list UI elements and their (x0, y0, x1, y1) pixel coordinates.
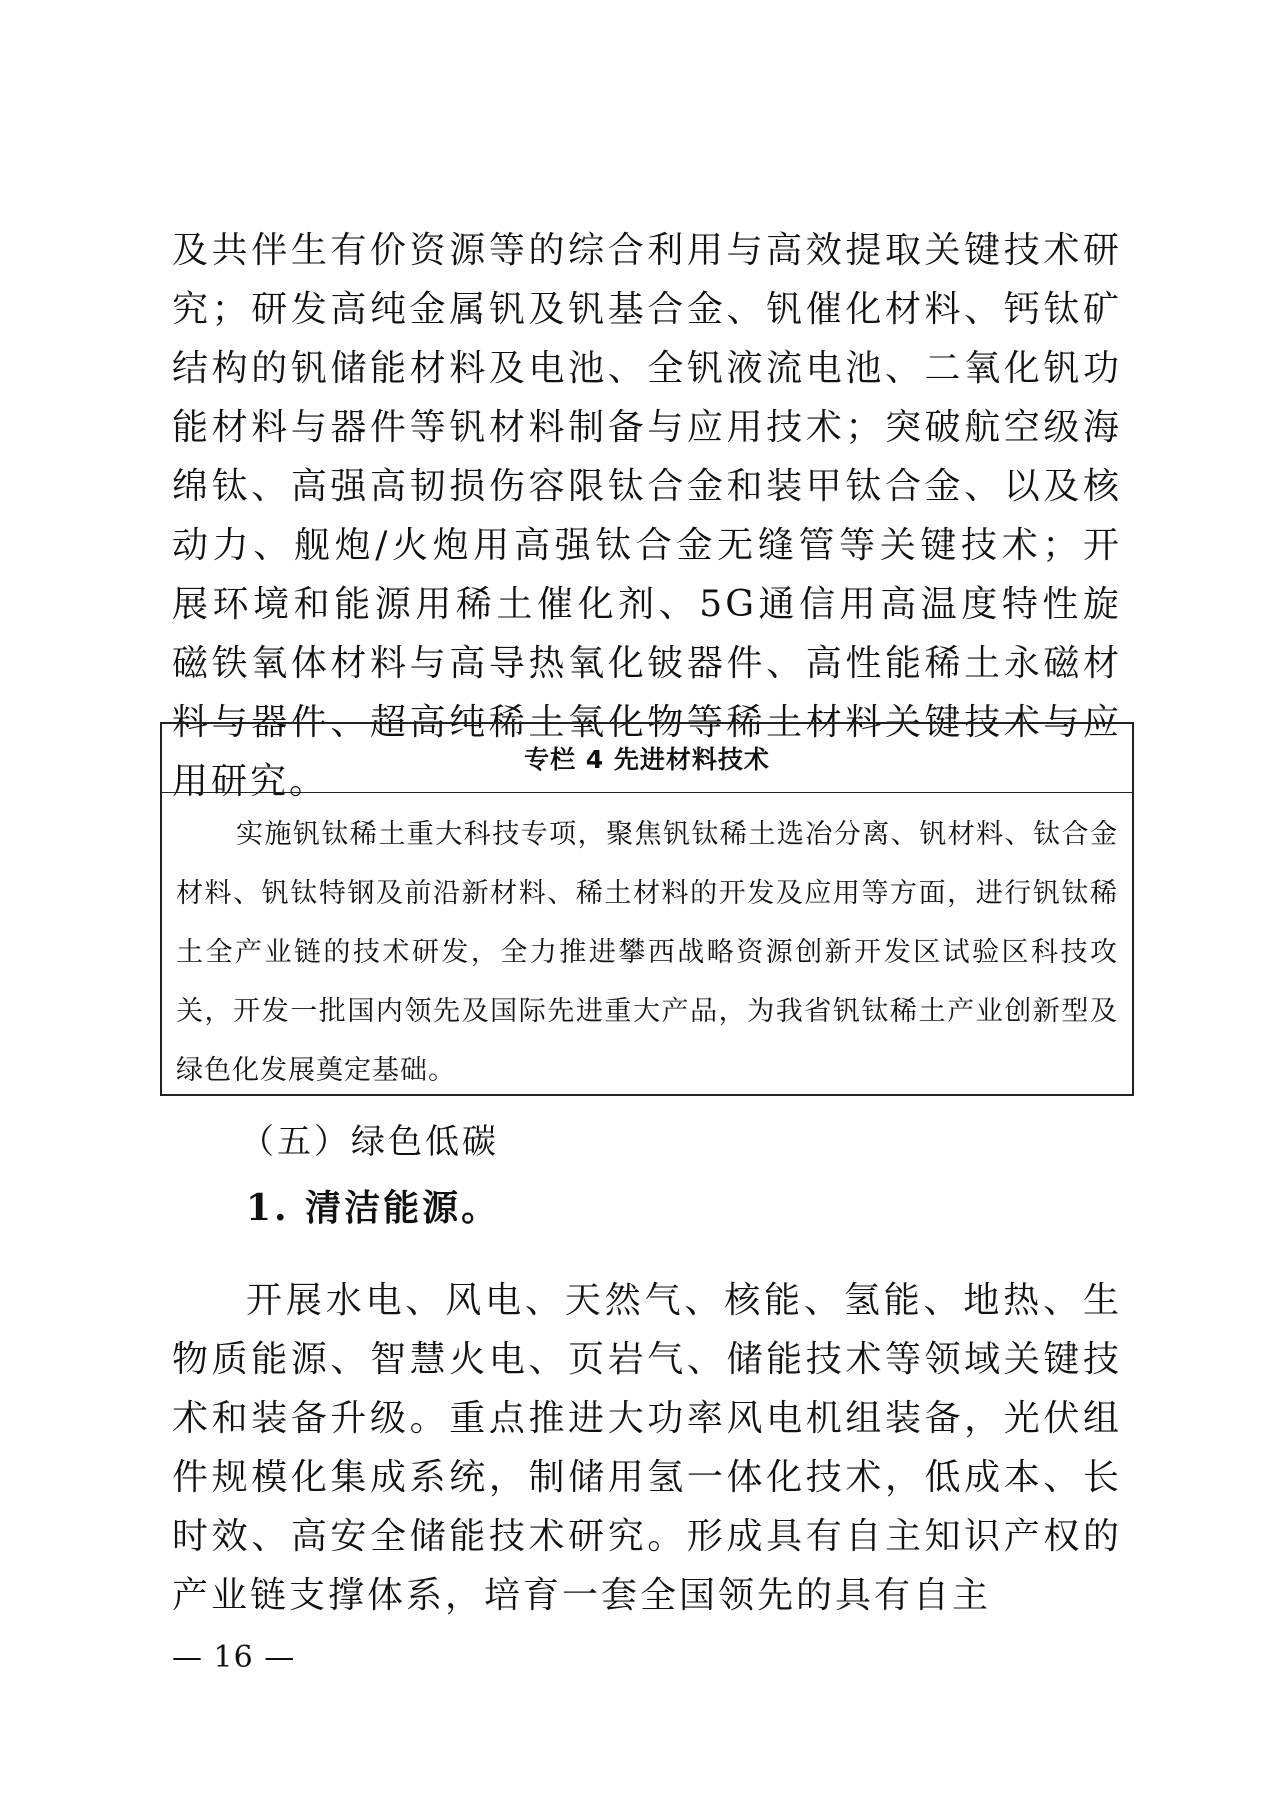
page-number: — 16 — (172, 1640, 296, 1675)
sidebar-box-advanced-materials (160, 722, 1134, 1096)
body-paragraph-2: 开展水电、风电、天然气、核能、氢能、地热、生物质能源、智慧火电、页岩气、储能技术等领域关键技术和装备升级。重点推进大功率风电机组装备，光伏组件规模化集成系统，制储用氢一体化技术，低成本、长时效、高安全储能技术研究。形成具有自主知识产权的产业链支撑体系，培育一套全国领先的具有自主 (172, 1280, 1122, 1616)
box-title: 专栏 4 先进材料技术 (162, 724, 1132, 793)
body-paragraph-1: 及共伴生有价资源等的综合利用与高效提取关键技术研究；研发高纯金属钒及钒基合金、钒催化材料、钙钛矿结构的钒储能材料及电池、全钒液流电池、二氧化钒功能材料与器件等钒材料制备与应用技术；突破航空级海绵钛、高强高韧损伤容限钛合金和装甲钛合金、以及核动力、舰炮/火炮用高强钛合金无缝管等关键技术；开展环境和能源用稀土催化剂、5G通信用高温度特性旋磁铁氧体材料与高导热氧化铍器件、高性能稀土永磁材料与器件、超高纯稀土氧化物等稀土材料关键技术与应用研究。 (172, 230, 1122, 802)
subsection-heading: 1. 清洁能源。 (246, 1187, 501, 1229)
section-heading: （五）绿色低碳 (240, 1122, 499, 1162)
box-body: 实施钒钛稀土重大科技专项，聚焦钒钛稀土选冶分离、钒材料、钛合金材料、钒钛特钢及前沿新材料、稀土材料的开发及应用等方面，进行钒钛稀土全产业链的技术研发，全力推进攀西战略资源创新开发区试验区科技攻关，开发一批国内领先及国际先进重大产品，为我省钒钛稀土产业创新型及绿色化发展奠定基础。 (176, 819, 1118, 1086)
